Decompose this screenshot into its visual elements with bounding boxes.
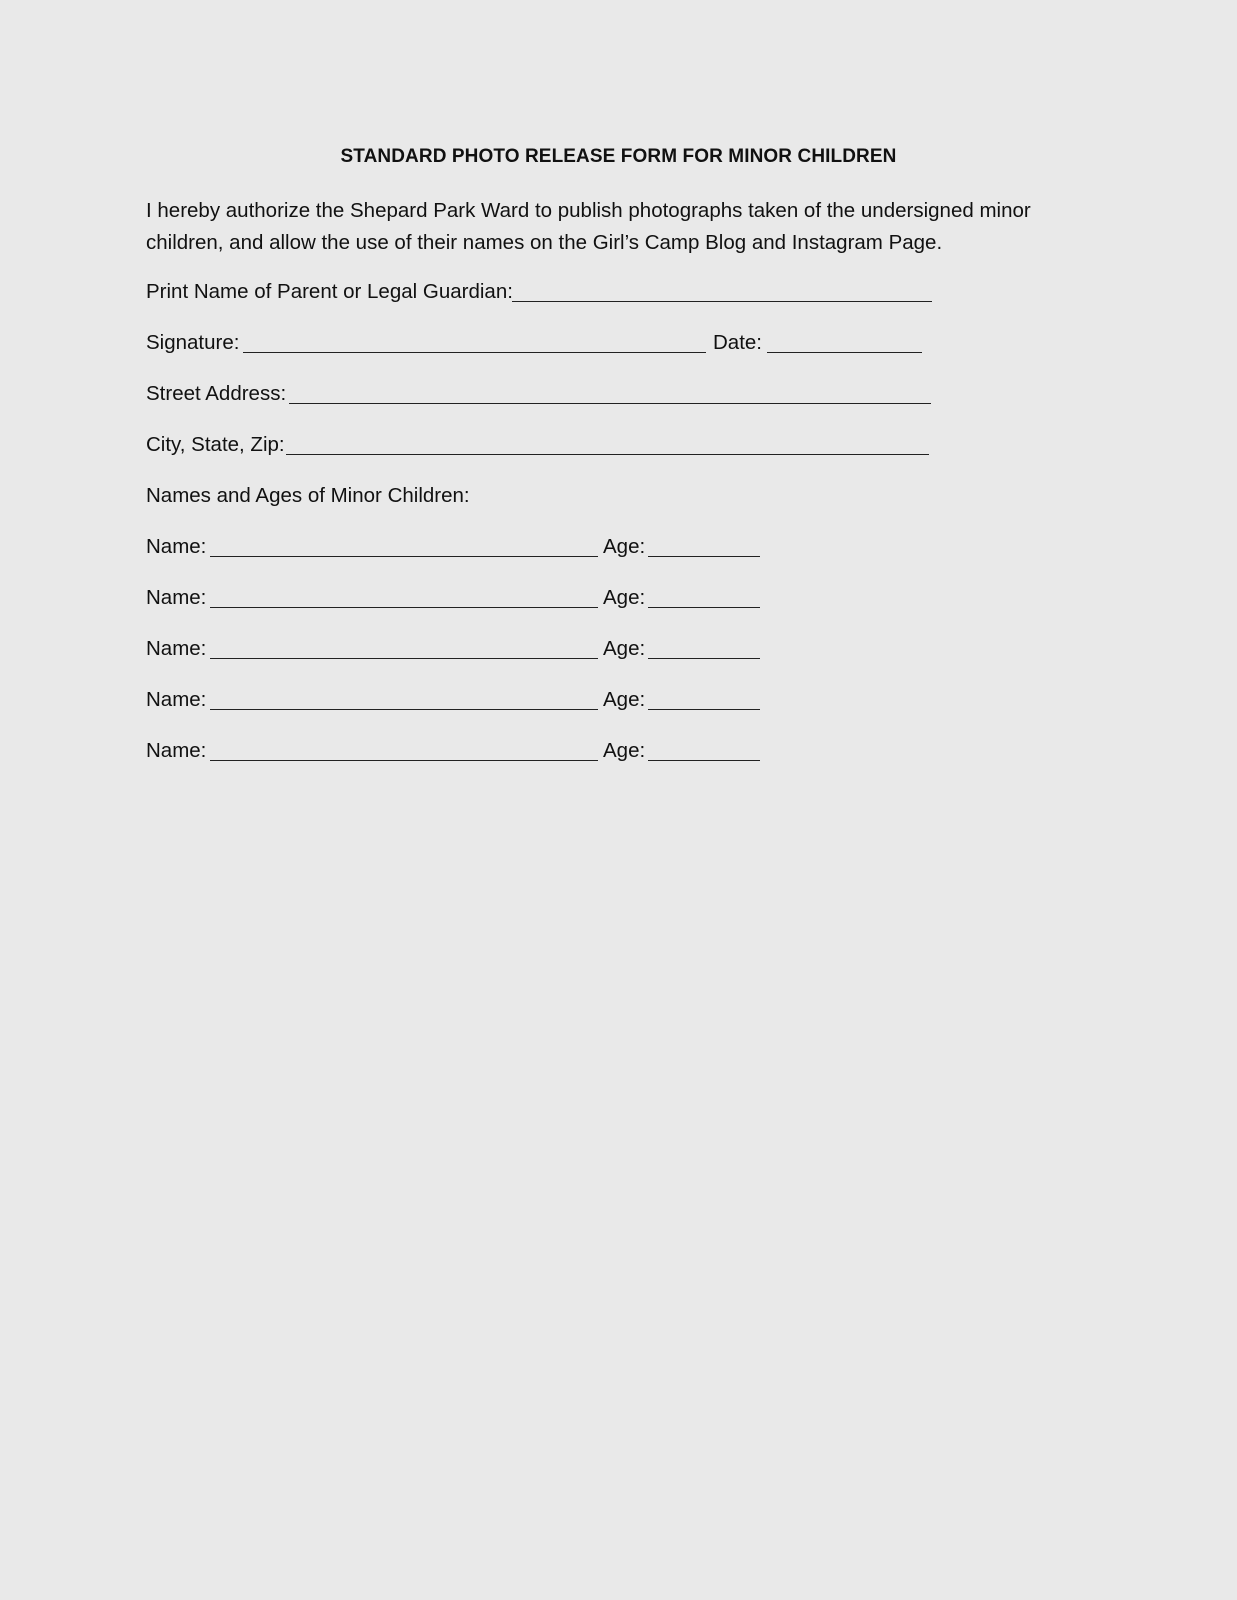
child-row [146, 584, 766, 612]
child-row [146, 635, 766, 663]
child-age-label: Age: [603, 535, 646, 558]
child-name-label: Name: [146, 739, 207, 762]
child-name-label: Name: [146, 688, 207, 711]
signature-row [146, 329, 936, 357]
street-address-row [146, 380, 936, 408]
form-title: STANDARD PHOTO RELEASE FORM FOR MINOR CHILDREN [340, 146, 897, 167]
child-name-field[interactable] [210, 607, 598, 608]
signature-label: Signature: [146, 331, 240, 354]
parent-name-label: Print Name of Parent or Legal Guardian: [146, 280, 513, 303]
city-state-zip-label: City, State, Zip: [146, 433, 285, 456]
child-name-field[interactable] [210, 556, 598, 557]
street-address-field[interactable] [289, 403, 931, 404]
signature-field[interactable] [243, 352, 706, 353]
children-heading: Names and Ages of Minor Children: [146, 484, 470, 507]
child-name-field[interactable] [210, 658, 598, 659]
authorization-paragraph: I hereby authorize the Shepard Park Ward to publish photographs taken of the undersigned minor children, and allow the use of their names on the Girl’s Camp Blog and Instagram Page. [146, 199, 1031, 254]
date-label: Date: [713, 331, 762, 354]
child-name-label: Name: [146, 535, 207, 558]
child-row [146, 533, 766, 561]
child-name-label: Name: [146, 586, 207, 609]
child-age-field[interactable] [648, 556, 760, 557]
parent-name-row [146, 278, 936, 306]
child-age-field[interactable] [648, 607, 760, 608]
child-row [146, 686, 766, 714]
child-name-label: Name: [146, 637, 207, 660]
child-age-label: Age: [603, 739, 646, 762]
child-age-label: Age: [603, 688, 646, 711]
child-age-field[interactable] [648, 709, 760, 710]
city-state-zip-field[interactable] [286, 454, 929, 455]
date-field[interactable] [767, 352, 922, 353]
children-heading-row [146, 482, 746, 510]
city-state-zip-row [146, 431, 936, 459]
child-name-field[interactable] [210, 709, 598, 710]
child-age-field[interactable] [648, 760, 760, 761]
child-age-label: Age: [603, 637, 646, 660]
street-address-label: Street Address: [146, 382, 287, 405]
child-name-field[interactable] [210, 760, 598, 761]
child-row [146, 737, 766, 765]
child-age-label: Age: [603, 586, 646, 609]
child-age-field[interactable] [648, 658, 760, 659]
parent-name-field[interactable] [512, 301, 932, 302]
